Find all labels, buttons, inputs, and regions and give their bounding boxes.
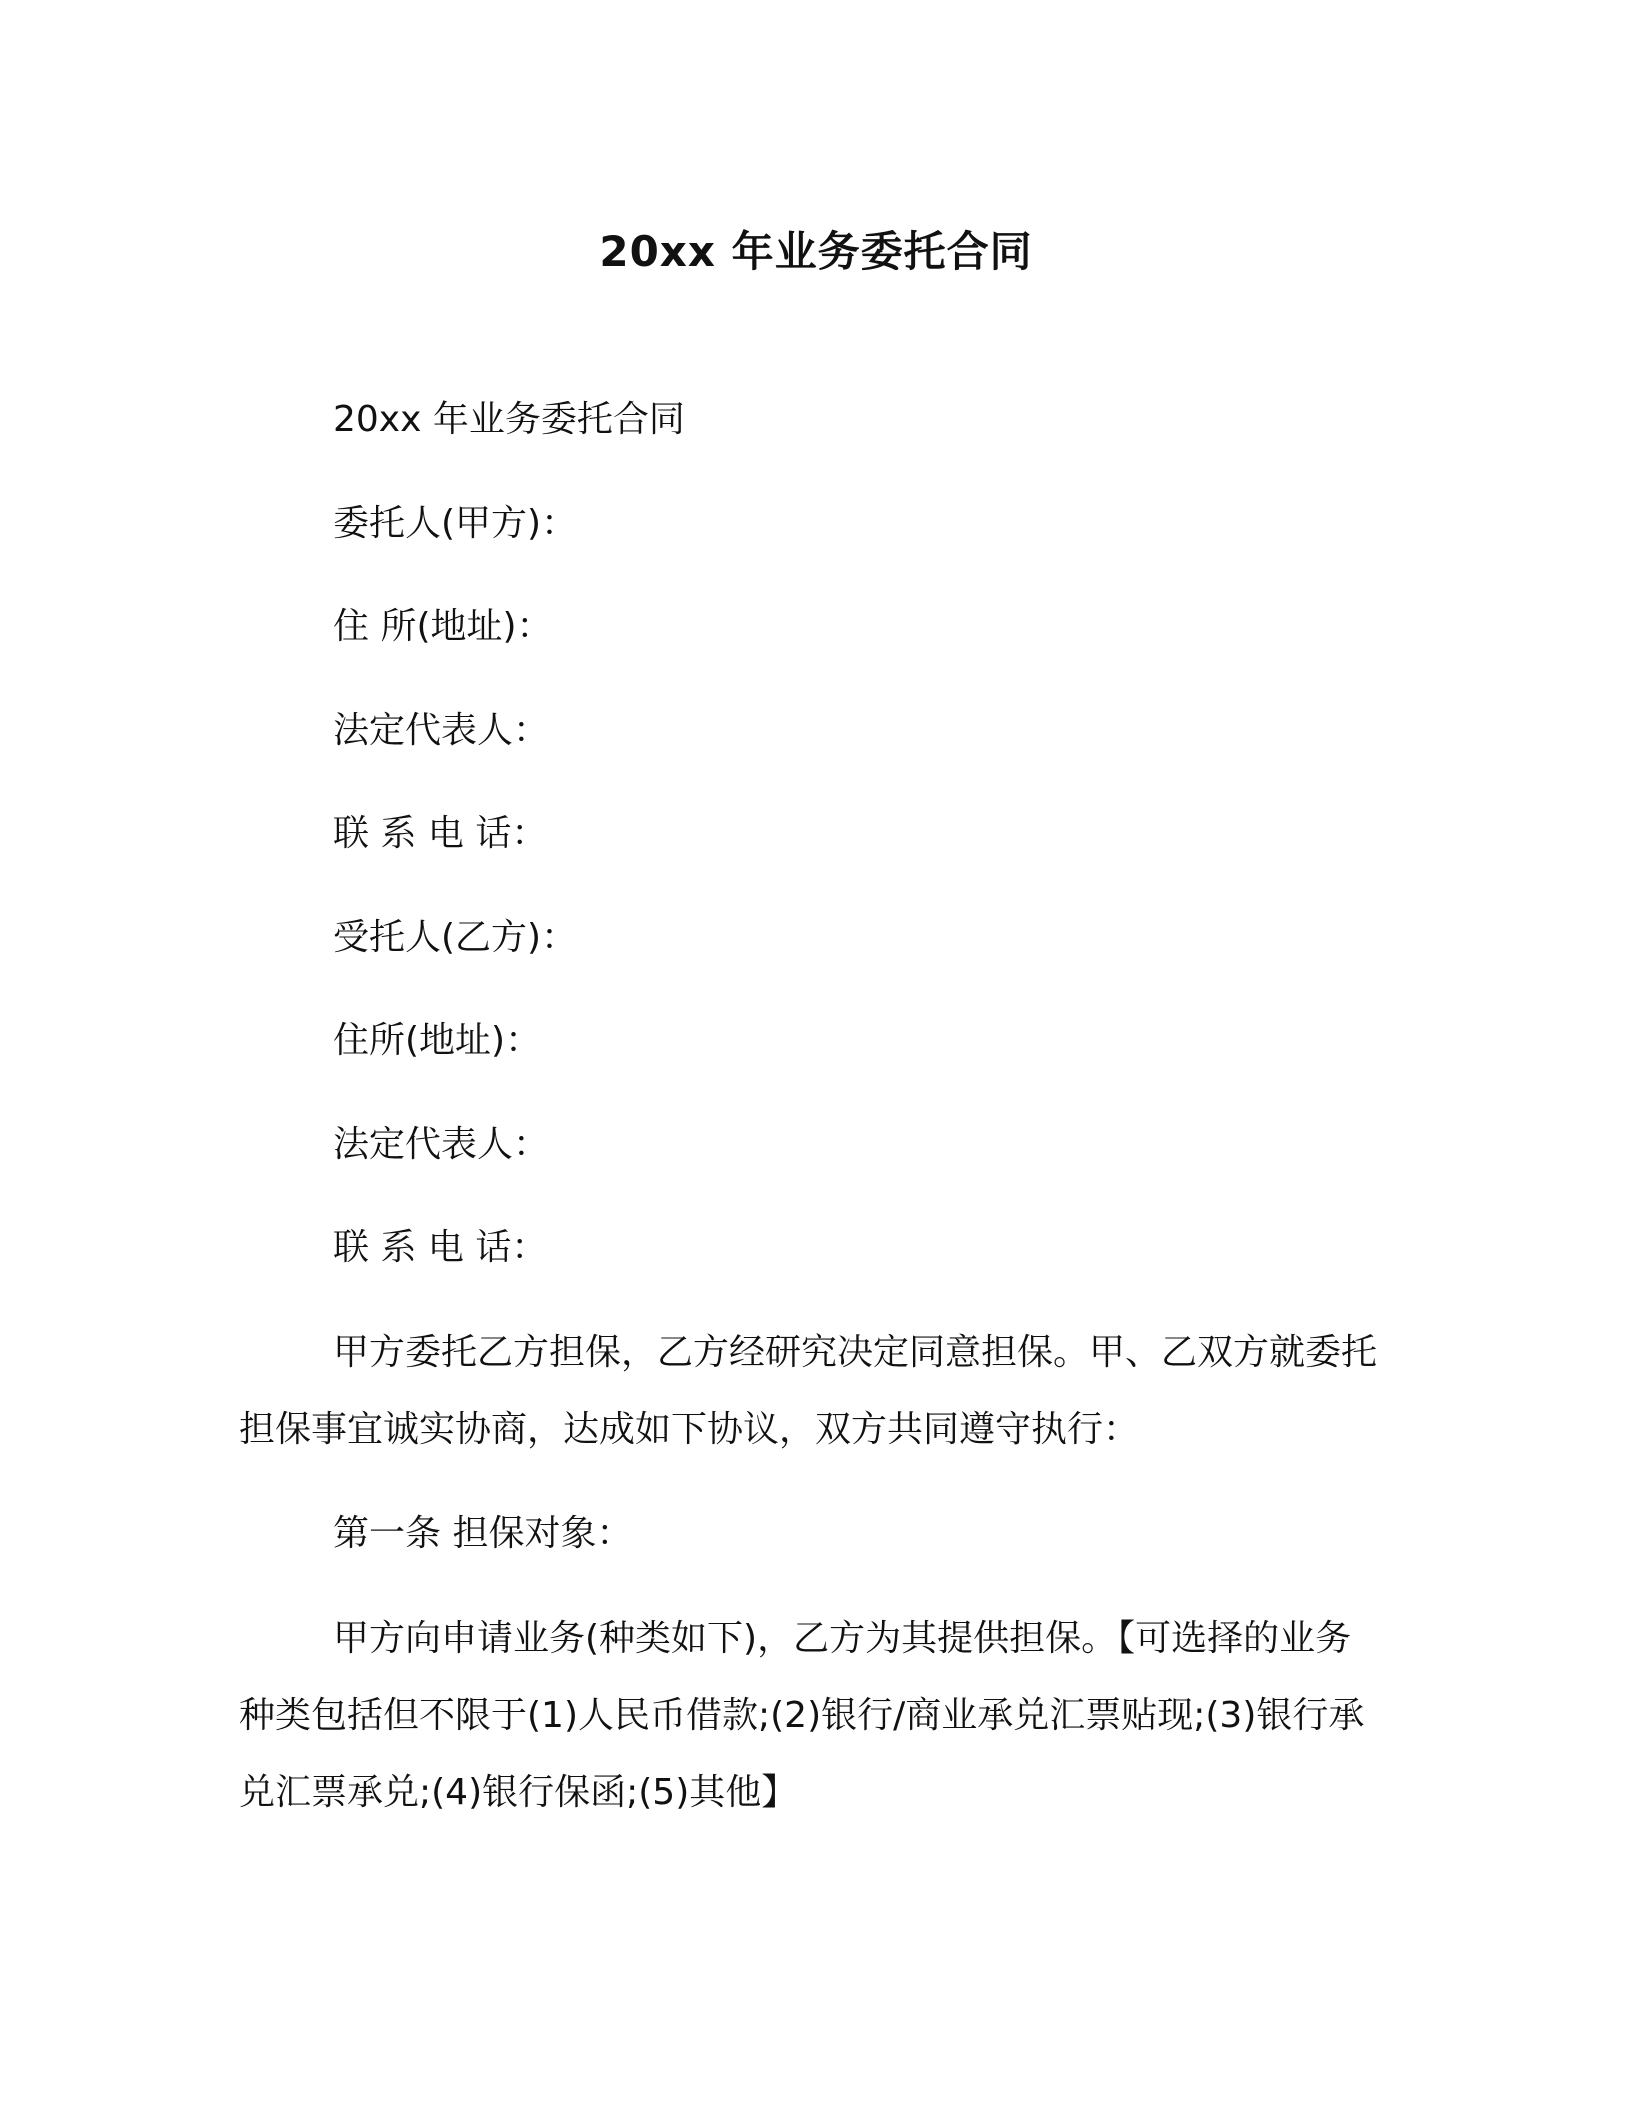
document-title: 20xx 年业务委托合同 [599, 227, 1033, 276]
intro-paragraph: 甲方委托乙方担保，乙方经研究决定同意担保。甲、乙双方就委托担保事宜诚实协商，达成如下协议，双方共同遵守执行： [239, 1332, 1378, 1450]
field-principal-legal-rep: 法定代表人： [333, 710, 550, 751]
field-agent: 受托人(乙方)： [333, 917, 578, 958]
field-principal: 委托人(甲方)： [333, 503, 578, 544]
field-agent-address: 住所(地址)： [333, 1020, 542, 1061]
field-agent-phone: 联 系 电 话： [333, 1227, 548, 1268]
article-1-paragraph: 甲方向申请业务(种类如下)，乙方为其提供担保。【可选择的业务种类包括但不限于(1)人民币借款;(2)银行/商业承兑汇票贴现;(3)银行承兑汇票承兑;(4)银行保函;(5)其他】 [239, 1618, 1365, 1813]
field-principal-address: 住 所(地址)： [333, 606, 553, 647]
document-subtitle: 20xx 年业务委托合同 [333, 399, 685, 440]
field-principal-phone: 联 系 电 话： [333, 813, 548, 854]
article-1-heading: 第一条 担保对象： [333, 1513, 633, 1554]
field-agent-legal-rep: 法定代表人： [333, 1124, 550, 1165]
